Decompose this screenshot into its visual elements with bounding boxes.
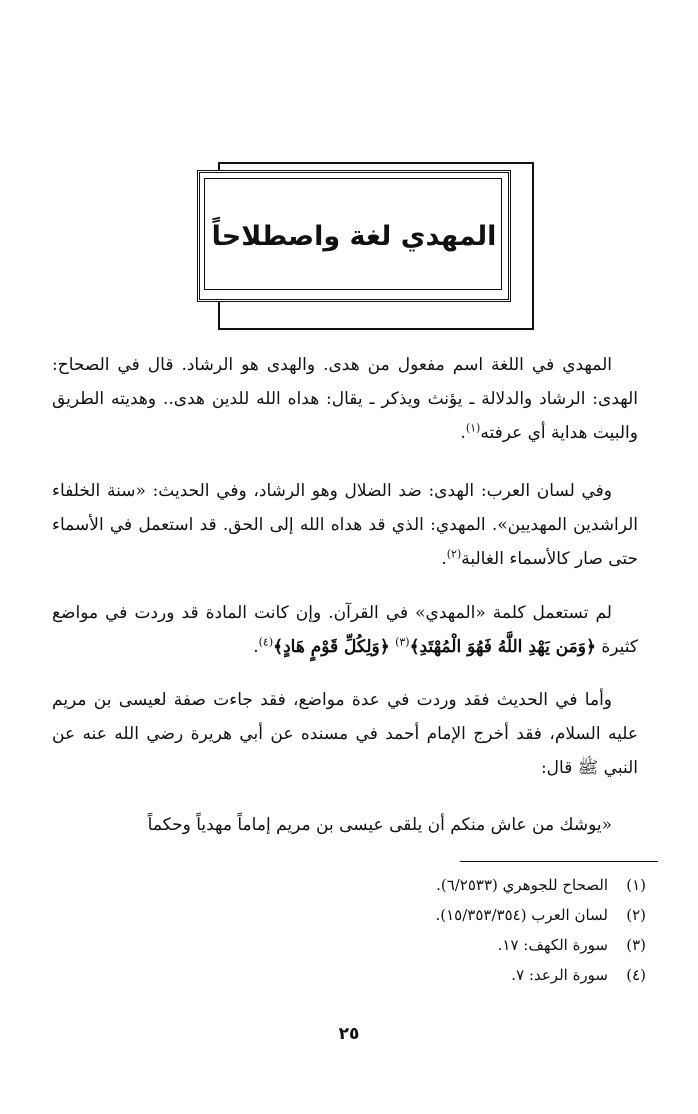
footnote-number: (٢) — [626, 906, 646, 924]
paragraph-4 — [52, 683, 638, 785]
paragraph-2-text: وفي لسان العرب: الهدى: ضد الضلال وهو الرشاد، وفي الحديث: «سنة الخلفاء الراشدين المهديين». المهدي: الذي قد هداه الله إلى الحق. قد استعمل في الأسماء حتى صار كالأسماء الغالبة — [52, 481, 638, 569]
footnote-ref-3: (٣) — [395, 635, 410, 649]
paragraph-5 — [52, 808, 638, 842]
footnotes — [60, 870, 646, 990]
footnote-ref-2: (٢) — [446, 547, 462, 561]
paragraph-5-text: «يوشك من عاش منكم أن يلقى عيسى بن مريم إماماً مهدياً وحكماً — [147, 815, 612, 835]
footnote-ref-1: (١) — [465, 421, 481, 435]
chapter-title: المهدي لغة واصطلاحاً — [211, 220, 497, 252]
footnote-text: سورة الرعد: ٧. — [511, 966, 608, 984]
quran-verse-1: ﴿وَمَن يَهْدِ اللَّهُ فَهُوَ الْمُهْتَدِ﴾ — [409, 637, 596, 657]
page-number: ٢٥ — [338, 1024, 360, 1044]
footnote-item — [60, 870, 646, 900]
footnote-text: الصحاح للجوهري (٦/٢٥٣٣). — [436, 876, 608, 894]
footnote-item — [60, 930, 646, 960]
paragraph-2: وفي لسان العرب: الهدى: ضد الضلال وهو الرشاد، وفي الحديث: «سنة الخلفاء الراشدين المهديين». المهدي: الذي قد هداه الله إلى الحق. قد استعمل في الأسماء حتى صار كالأسماء الغالبة$^{(٢)}$. — [52, 481, 638, 569]
paragraph-1: المهدي في اللغة اسم مفعول من هدى. والهدى هو الرشاد. قال في الصحاح: الهدى: الرشاد والدلالة ـ يؤنث ويذكر ـ يقال: هداه الله للدين هدى.. وهديته الطريق والبيت هداية أي عرفته$^{(١)}$. — [52, 355, 638, 443]
footnote-number: (٤) — [626, 966, 646, 984]
paragraph-4-text: وأما في الحديث فقد وردت في عدة مواضع، فقد جاءت صفة لعيسى بن مريم عليه السلام، فقد أخرج الإمام أحمد في مسنده عن أبي هريرة رضي الله عنه عن النبي ﷺ قال: — [52, 690, 638, 778]
footnote-item — [60, 960, 646, 990]
footnote-item — [60, 900, 646, 930]
paragraph-3: لم تستعمل كلمة «المهدي» في القرآن. وإن كانت المادة قد وردت في مواضع كثيرة ﴿وَمَن يَهْدِ اللَّهُ فَهُوَ الْمُهْتَدِ﴾$^{(٣)}$ ﴿وَلِكُلِّ قَوْمٍ هَادٍ﴾$^{(٤)}$. — [52, 603, 638, 657]
quran-verse-2: ﴿وَلِكُلِّ قَوْمٍ هَادٍ﴾ — [273, 637, 390, 657]
footnote-number: (٣) — [626, 936, 646, 954]
footnote-separator — [460, 861, 658, 862]
footnote-ref-4: (٤) — [258, 635, 274, 649]
footnote-number: (١) — [626, 876, 646, 894]
paragraph-1-text: المهدي في اللغة اسم مفعول من هدى. والهدى هو الرشاد. قال في الصحاح: الهدى: الرشاد والدلالة ـ يؤنث ويذكر ـ يقال: هداه الله للدين هدى.. وهديته الطريق والبيت هداية أي عرفته — [52, 355, 638, 443]
footnote-text: لسان العرب (١٥/٣٥٣/٣٥٤). — [435, 906, 608, 924]
paragraph-3-text: لم تستعمل كلمة «المهدي» في القرآن. وإن كانت المادة قد وردت في مواضع كثيرة — [52, 603, 638, 657]
footnote-text: سورة الكهف: ١٧. — [497, 936, 608, 954]
